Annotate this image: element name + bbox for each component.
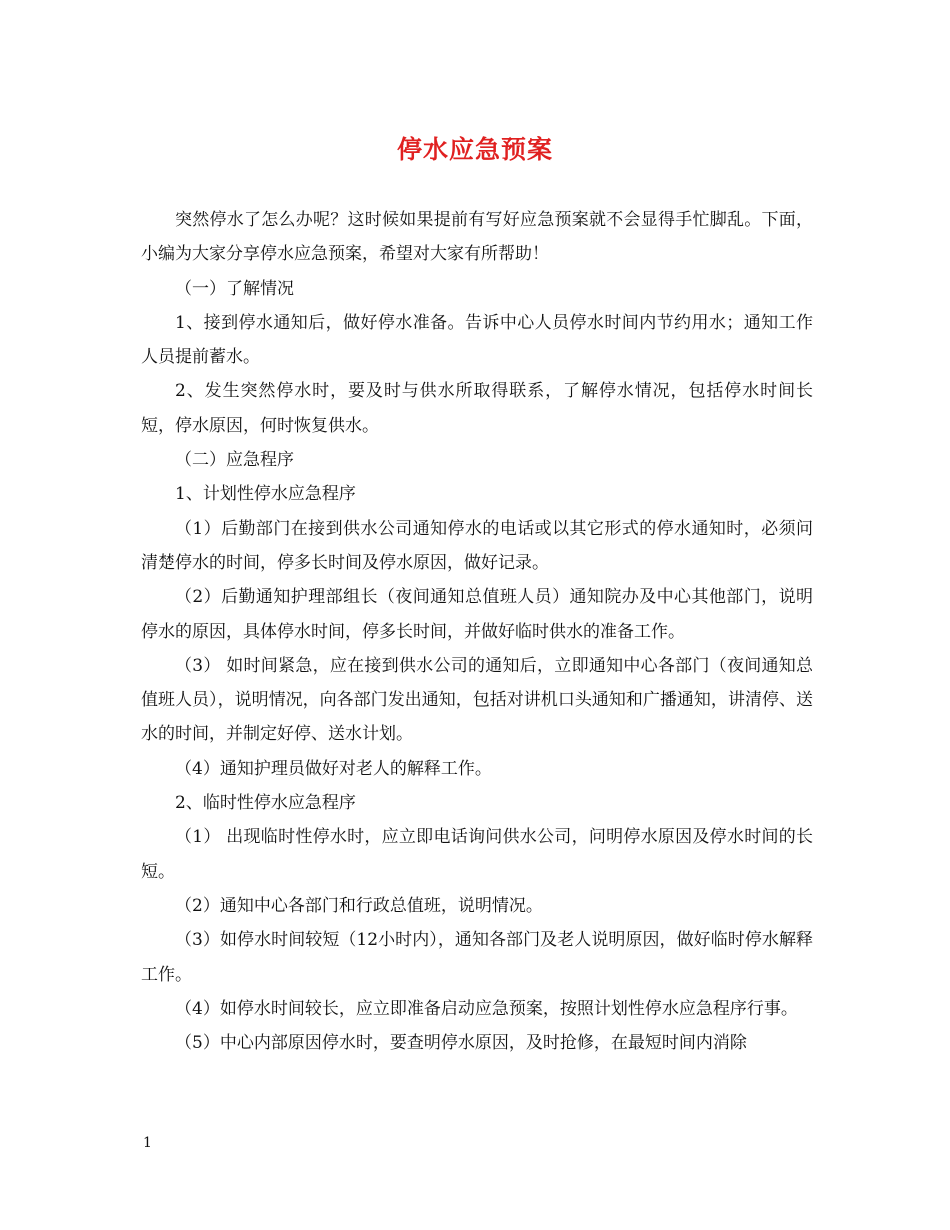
paragraph: （3）如停水时间较短（12小时内），通知各部门及老人说明原因，做好临时停水解释工作。 [141,930,813,985]
document-title: 停水应急预案 [396,135,553,164]
subsection-heading-planned: 1、计划性停水应急程序 [175,484,356,505]
page-number: 1 [143,1135,152,1151]
subsection-heading-temporary: 2、临时性停水应急程序 [175,793,356,814]
paragraph: （3） 如时间紧急，应在接到供水公司的通知后，立即通知中心各部门（夜间通知总值班人员），说明情况，向各部门发出通知，包括对讲机口头通知和广播通知，讲清停、送水的时间，并制定好停、送水计划。 [141,655,813,745]
paragraph: （1）后勤部门在接到供水公司通知停水的电话或以其它形式的停水通知时，必须问清楚停水的时间，停多长时间及停水原因，做好记录。 [141,518,813,573]
section-heading-understand: （一）了解情况 [175,278,294,299]
paragraph: （1） 出现临时性停水时，应立即电话询问供水公司，问明停水原因及停水时间的长短。 [141,827,813,882]
paragraph: （4）如停水时间较长，应立即准备启动应急预案，按照计划性停水应急程序行事。 [175,998,798,1019]
paragraph: 2、发生突然停水时，要及时与供水所取得联系，了解停水情况，包括停水时间长短，停水原因，何时恢复供水。 [141,381,813,436]
paragraph: （2）通知中心各部门和行政总值班，说明情况。 [175,895,543,916]
paragraph: 1、接到停水通知后，做好停水准备。告诉中心人员停水时间内节约用水；通知工作人员提前蓄水。 [141,312,813,368]
paragraph-intro: 突然停水了怎么办呢？这时候如果提前有写好应急预案就不会显得手忙脚乱。下面，小编为大家分享停水应急预案，希望对大家有所帮助！ [141,210,813,265]
paragraph: （4）通知护理员做好对老人的解释工作。 [175,758,492,779]
section-heading-procedure: （二）应急程序 [175,450,294,471]
paragraph: （5）中心内部原因停水时，要查明停水原因，及时抢修，在最短时间内消除 [175,1033,747,1054]
document-body [141,203,813,1060]
paragraph: （2）后勤通知护理部组长（夜间通知总值班人员）通知院办及中心其他部门，说明停水的原因，具体停水时间，停多长时间，并做好临时供水的准备工作。 [141,587,813,642]
